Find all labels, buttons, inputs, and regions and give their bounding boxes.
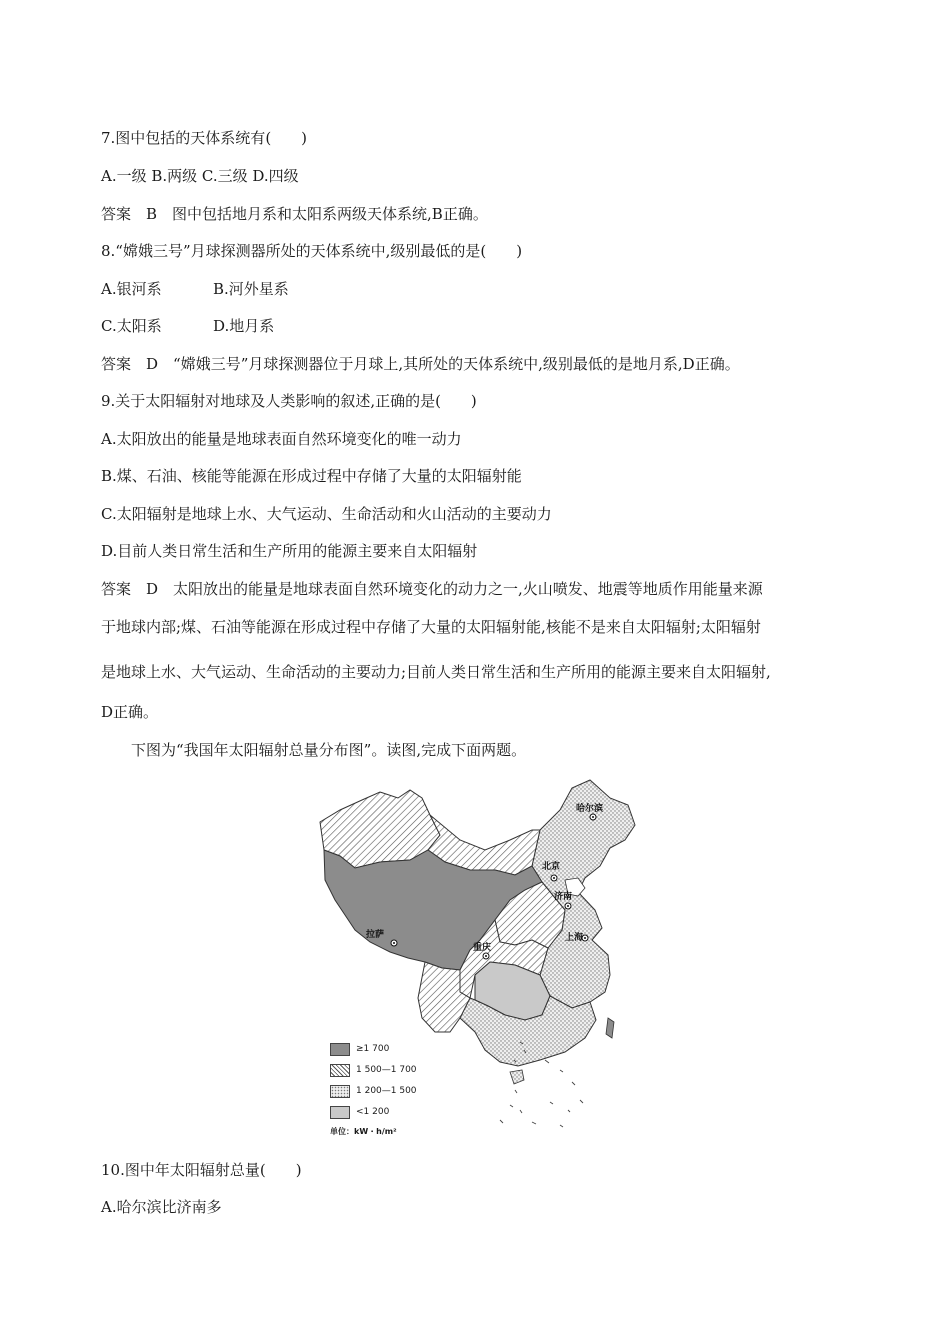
city-label-chongqing: 重庆 <box>473 943 492 953</box>
city-label-beijing: 北京 <box>542 862 561 872</box>
legend-swatch-dots <box>330 1085 350 1098</box>
q8-options-row2 <box>101 316 274 336</box>
legend-label: 1 500—1 700 <box>356 1065 417 1075</box>
legend-label: <1 200 <box>356 1107 390 1117</box>
q7-stem: 7.图中包括的天体系统有( ) <box>101 129 308 147</box>
q8-option-b: B.河外星系 <box>213 280 289 298</box>
legend-swatch-hatch <box>330 1064 350 1077</box>
q9-stem: 9.关于太阳辐射对地球及人类影响的叙述,正确的是( ) <box>101 392 477 410</box>
solar-radiation-map <box>310 770 640 1142</box>
q9-answer-line1: 答案 D 太阳放出的能量是地球表面自然环境变化的动力之一,火山喷发、地震等地质作用能量来源 <box>101 580 763 598</box>
q10-option-a: A.哈尔滨比济南多 <box>101 1198 222 1216</box>
q8-stem: 8.“嫦娥三号”月球探测器所处的天体系统中,级别最低的是( ) <box>101 242 523 260</box>
legend-swatch-light <box>330 1106 350 1119</box>
q8-option-d: D.地月系 <box>213 317 275 335</box>
q7-options: A.一级 B.两级 C.三级 D.四级 <box>101 167 299 185</box>
q8-option-c: C.太阳系 <box>101 317 162 335</box>
city-label-lhasa: 拉萨 <box>366 930 385 940</box>
q9-option-d: D.目前人类日常生活和生产所用的能源主要来自太阳辐射 <box>101 542 478 560</box>
q9-option-b: B.煤、石油、核能等能源在形成过程中存储了大量的太阳辐射能 <box>101 467 522 485</box>
city-label-jinan: 济南 <box>554 892 573 902</box>
city-label-harbin: 哈尔滨 <box>576 804 604 814</box>
q9-answer-line4: D正确。 <box>101 703 159 721</box>
q9-answer-line3: 是地球上水、大气运动、生命活动的主要动力;目前人类日常生活和生产所用的能源主要来自太阳辐射, <box>101 663 771 681</box>
city-label-shanghai: 上海 <box>565 933 584 943</box>
q10-stem: 10.图中年太阳辐射总量( ) <box>101 1161 302 1179</box>
q9-answer-line2: 于地球内部;煤、石油等能源在形成过程中存储了大量的太阳辐射能,核能不是来自太阳辐射;太阳辐射 <box>101 618 761 636</box>
taiwan-island <box>606 1018 614 1038</box>
legend-label: ≥1 700 <box>356 1044 390 1054</box>
legend-unit: 单位：kW・h/m² <box>330 1127 397 1136</box>
q8-answer: 答案 D “嫦娥三号”月球探测器位于月球上,其所处的天体系统中,级别最低的是地月系,D正确。 <box>101 355 740 373</box>
legend-label: 1 200—1 500 <box>356 1086 417 1096</box>
hainan-island <box>510 1070 524 1084</box>
q7-answer: 答案 B 图中包括地月系和太阳系两级天体系统,B正确。 <box>101 205 488 223</box>
q8-options-row1 <box>101 279 289 299</box>
map-intro: 下图为“我国年太阳辐射总量分布图”。读图,完成下面两题。 <box>131 741 527 759</box>
q9-option-c: C.太阳辐射是地球上水、大气运动、生命活动和火山活动的主要动力 <box>101 505 552 523</box>
q8-option-a: A.银河系 <box>101 280 162 298</box>
q9-option-a: A.太阳放出的能量是地球表面自然环境变化的唯一动力 <box>101 430 462 448</box>
legend-swatch-dark <box>330 1043 350 1056</box>
